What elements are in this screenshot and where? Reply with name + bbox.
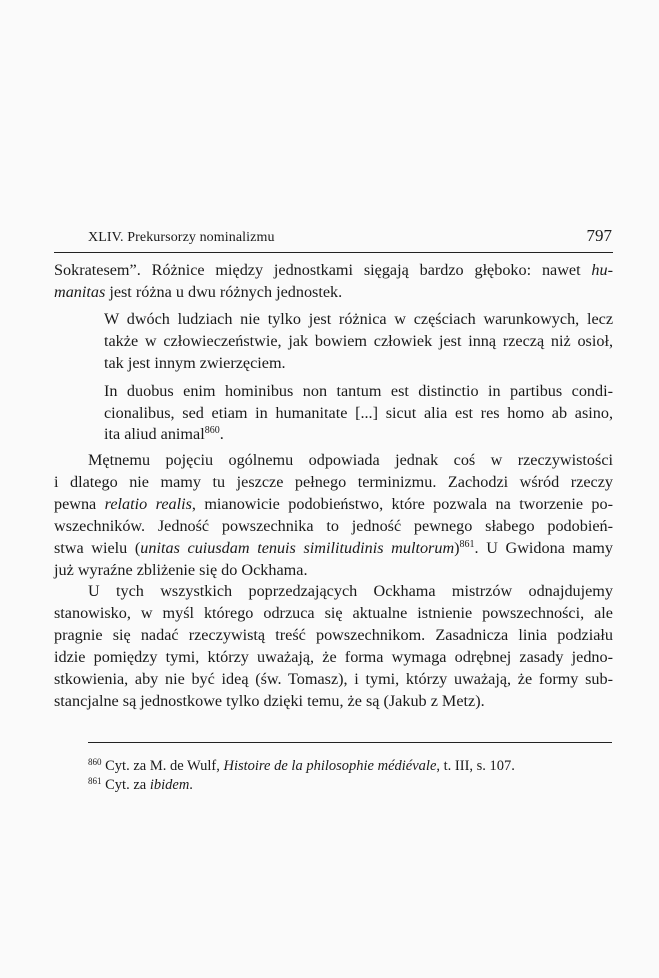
text-run: ) <box>454 539 460 557</box>
paragraph-line <box>54 516 613 536</box>
text-run: Cyt. za M. de Wulf, <box>101 758 224 774</box>
paragraph-line <box>54 625 613 645</box>
running-header <box>88 226 612 248</box>
text-run: wszechników. Jedność powszechnika to jedność pewnego słabego podobień- <box>54 517 613 535</box>
paragraph-line <box>88 450 613 470</box>
text-run: . <box>219 425 224 443</box>
page-number: 797 <box>586 226 612 245</box>
text-run: Sokratesem”. Różnice między jednostkami sięgają bardzo głęboko: nawet <box>54 261 592 279</box>
italic-text: manitas <box>54 283 106 301</box>
paragraph-line <box>54 282 613 302</box>
text-run: stwa wielu ( <box>54 539 141 557</box>
text-run: , t. III, s. 107. <box>436 758 515 774</box>
text-run: stkowienia, aby nie być ideą (św. Tomasz), i tymi, którzy uważają, że formy sub- <box>54 670 613 688</box>
text-run: ita aliud animal <box>104 425 205 443</box>
paragraph-line <box>54 260 613 280</box>
text-run: i dlatego nie mamy tu jeszcze pełnego terminizmu. Zachodzi wśród rzeczy <box>54 473 613 491</box>
running-title: XLIV. Prekursorzy nominalizmu <box>88 230 275 245</box>
footnote-ref[interactable]: 861 <box>459 539 475 550</box>
quote-line <box>104 331 613 351</box>
quote-line <box>104 403 613 423</box>
text-run: . U Gwidona mamy <box>474 539 613 557</box>
text-run: także w człowieczeństwie, jak bowiem człowiek jest inną rzeczą niż osioł, <box>104 332 613 350</box>
text-run: pragnie się nadać rzeczywistą treść powszechnikom. Zasadnicza linia podziału <box>54 626 613 644</box>
text-run: stancjalne są jednostkowe tylko dzięki temu, że są (Jakub z Metz). <box>54 692 485 710</box>
text-run: idzie pomiędzy tymi, którzy uważają, że forma wymaga odrębnej zasady jedno- <box>54 648 613 666</box>
paragraph-line <box>54 538 613 558</box>
text-run: stanowisko, w myśl którego odrzuca się aktualne istnienie powszechności, ale <box>54 604 613 622</box>
quote-line <box>104 424 613 444</box>
italic-text: unitas cuiusdam tenuis similitudinis multorum <box>140 539 455 557</box>
header-rule <box>54 252 613 253</box>
text-run: jest różna u dwu różnych jednostek. <box>105 283 343 301</box>
text-run: Cyt. za <box>101 777 150 793</box>
text-run: In duobus enim hominibus non tantum est distinctio in partibus condi- <box>104 382 613 400</box>
text-run: pewna <box>54 495 105 513</box>
text-run: cionalibus, sed etiam in humanitate [...] sicut alia est res homo ab asino, <box>104 404 613 422</box>
italic-text: hu- <box>591 261 613 279</box>
quote-line <box>104 309 613 329</box>
text-run: Mętnemu pojęciu ogólnemu odpowiada jednak coś w rzeczywistości <box>88 451 613 469</box>
text-run: , mianowicie podobieństwo, które pozwala na tworzenie po- <box>191 495 613 513</box>
italic-text: ibidem <box>149 777 190 793</box>
paragraph-line <box>54 603 613 623</box>
footnote-ref[interactable]: 860 <box>204 425 220 436</box>
paragraph-line <box>88 581 613 601</box>
footnote-number: 861 <box>88 776 102 786</box>
footnote-number: 860 <box>88 757 102 767</box>
footnote <box>88 776 193 794</box>
paragraph-line <box>54 472 613 492</box>
italic-text: Histoire de la philosophie médiévale <box>223 758 437 774</box>
paragraph-line <box>54 560 613 580</box>
quote-line <box>104 381 613 401</box>
italic-text: relatio realis <box>104 495 192 513</box>
footnote-rule <box>88 742 612 743</box>
paragraph-line <box>54 494 613 514</box>
text-run: już wyraźne zbliżenie się do Ockhama. <box>54 561 308 579</box>
footnote <box>88 757 515 775</box>
text-run: tak jest innym zwierzęciem. <box>104 354 286 372</box>
quote-line <box>104 353 613 373</box>
text-run: U tych wszystkich poprzedzających Ockhama mistrzów odnajdujemy <box>88 582 613 600</box>
text-run: . <box>189 777 193 793</box>
paragraph-line <box>54 691 613 711</box>
paragraph-line <box>54 669 613 689</box>
paragraph-line <box>54 647 613 667</box>
text-run: W dwóch ludziach nie tylko jest różnica w częściach warunkowych, lecz <box>104 310 613 328</box>
